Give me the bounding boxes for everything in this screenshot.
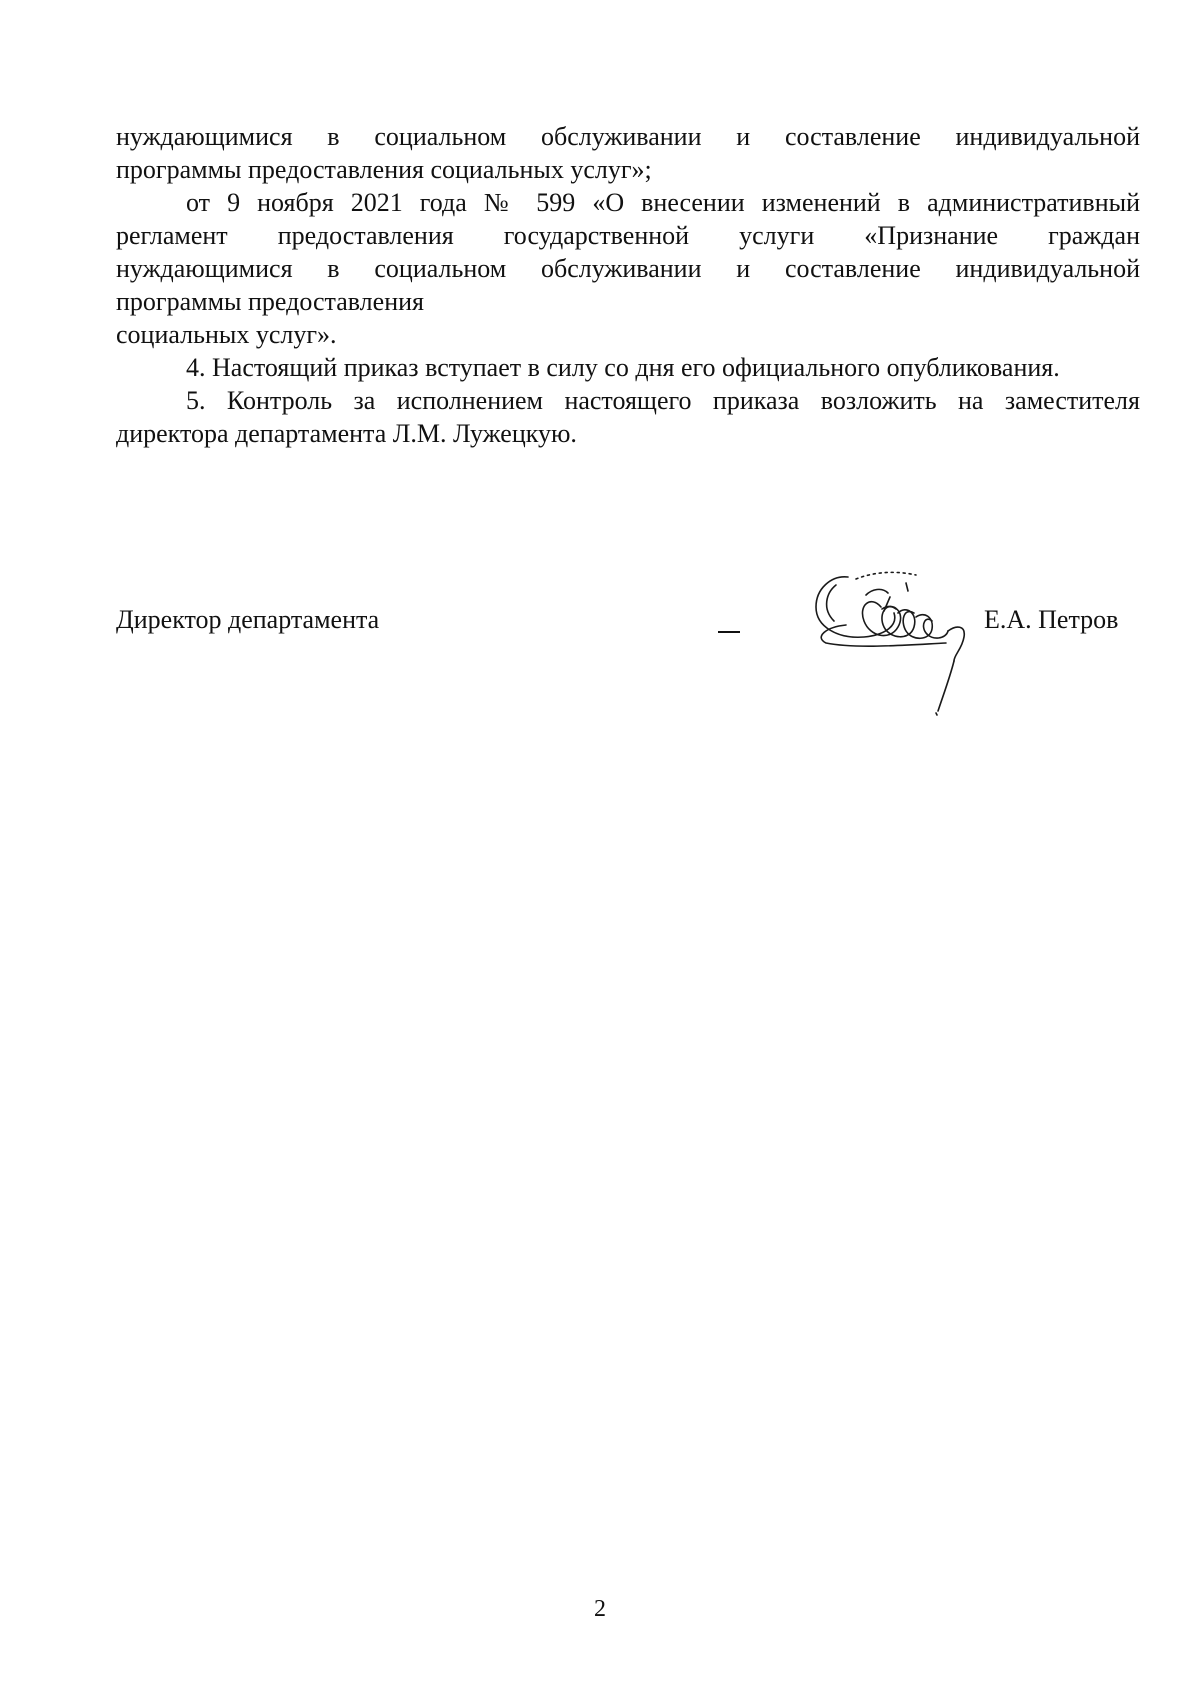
text-line: нуждающимися в социальном обслуживании и составление индивидуальной xyxy=(116,122,1140,151)
text-line: программы предоставления xyxy=(116,287,424,316)
document-body xyxy=(116,120,1140,450)
paragraph-amendment xyxy=(116,186,1140,351)
text-line: регламент предоставления государственной услуги «Признание граждан xyxy=(116,221,1140,250)
text-line: 4. Настоящий приказ вступает в силу со дня его официального опубликования. xyxy=(186,353,1060,382)
paragraph-item-5 xyxy=(116,384,1140,450)
text-line: социальных услуг». xyxy=(116,320,337,349)
signatory-position: Директор департамента xyxy=(116,605,380,634)
text-line: от 9 ноября 2021 года № 599 «О внесении изменений в административный xyxy=(186,188,1140,217)
text-line: нуждающимися в социальном обслуживании и составление индивидуальной xyxy=(116,254,1140,283)
page-number: 2 xyxy=(594,1596,606,1622)
text-line: 5. Контроль за исполнением настоящего приказа возложить на заместителя xyxy=(186,386,1140,415)
text-line: директора департамента Л.М. Лужецкую. xyxy=(116,419,577,448)
paragraph-item-4 xyxy=(116,351,1140,384)
signatory-name: Е.А. Петров xyxy=(984,605,1119,634)
signature-block xyxy=(116,605,1140,725)
text-line: программы предоставления социальных услуг»; xyxy=(116,155,652,184)
handwritten-signature xyxy=(786,565,1026,725)
signature-dash xyxy=(718,631,740,633)
paragraph-continuation xyxy=(116,120,1140,186)
